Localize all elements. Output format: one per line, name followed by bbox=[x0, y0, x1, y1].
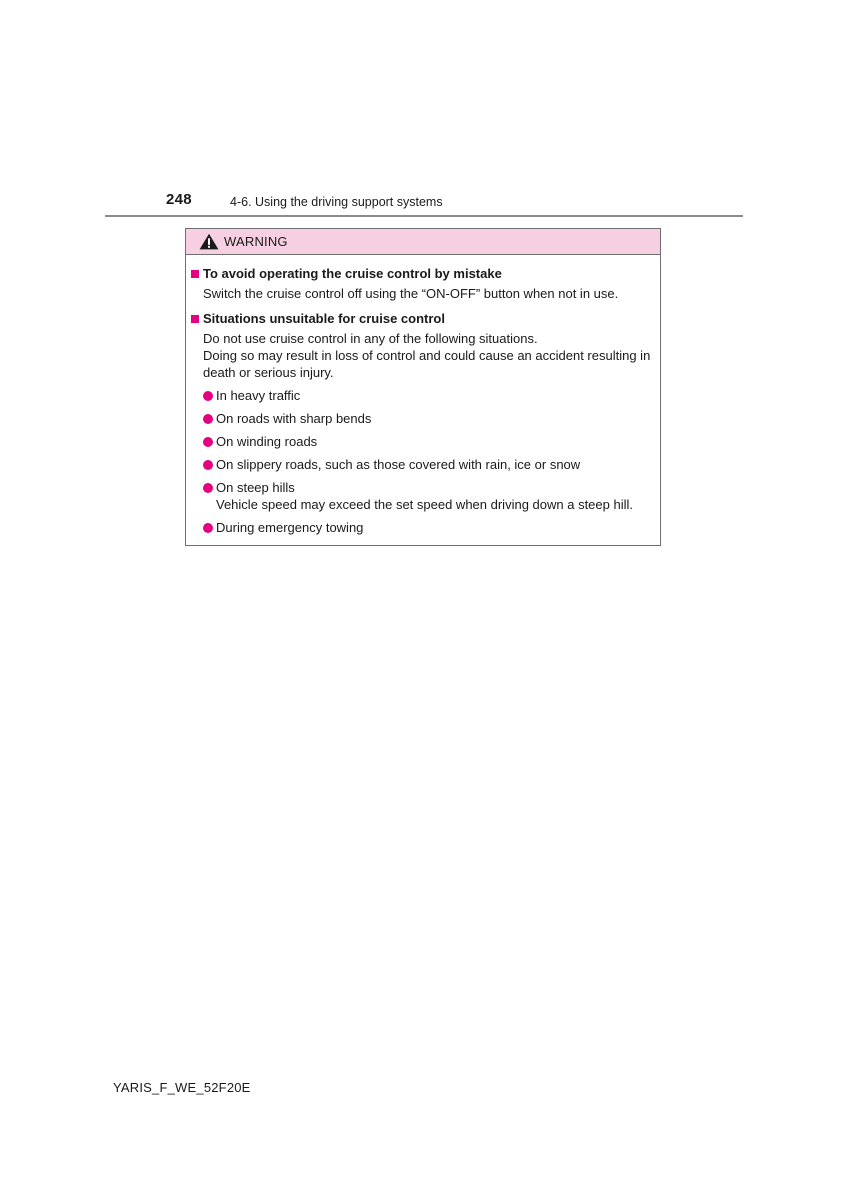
list-item bbox=[203, 519, 660, 536]
topic-text-line: Do not use cruise control in any of the following situations. bbox=[203, 331, 538, 346]
topic-text bbox=[191, 330, 660, 381]
list-item bbox=[203, 456, 660, 473]
round-bullet-icon bbox=[203, 391, 213, 401]
list-item-text: On winding roads bbox=[216, 434, 318, 449]
round-bullet-icon bbox=[203, 523, 213, 533]
header-divider bbox=[105, 215, 743, 217]
list-item-text-block bbox=[216, 479, 633, 513]
page-number: 248 bbox=[166, 191, 192, 208]
list-item-text: In heavy traffic bbox=[216, 388, 301, 403]
list-item-text: During emergency towing bbox=[216, 520, 364, 535]
square-bullet-icon bbox=[191, 315, 199, 323]
list-item-text: On steep hills bbox=[216, 480, 295, 495]
warning-body bbox=[186, 255, 660, 536]
list-item-text: On roads with sharp bends bbox=[216, 411, 372, 426]
section-title: 4-6. Using the driving support systems bbox=[230, 195, 443, 209]
topic-cruise-control-mistake bbox=[191, 265, 660, 302]
round-bullet-icon bbox=[203, 460, 213, 470]
warning-box bbox=[185, 228, 661, 546]
topic-heading bbox=[191, 310, 660, 327]
topic-heading bbox=[191, 265, 660, 282]
situation-list bbox=[191, 387, 660, 536]
round-bullet-icon bbox=[203, 483, 213, 493]
warning-header bbox=[186, 229, 660, 255]
topic-heading-text: Situations unsuitable for cruise control bbox=[203, 311, 445, 326]
topic-text: Switch the cruise control off using the “ON-OFF” button when not in use. bbox=[203, 286, 619, 301]
topic-heading-text: To avoid operating the cruise control by mistake bbox=[203, 266, 502, 281]
warning-label: WARNING bbox=[224, 234, 288, 249]
footer-document-code: YARIS_F_WE_52F20E bbox=[113, 1080, 251, 1095]
topic-text-line: Doing so may result in loss of control and could cause an accident resulting in death or serious injury. bbox=[203, 348, 651, 380]
list-item-note: Vehicle speed may exceed the set speed when driving down a steep hill. bbox=[216, 497, 633, 512]
square-bullet-icon bbox=[191, 270, 199, 278]
round-bullet-icon bbox=[203, 437, 213, 447]
list-item bbox=[203, 433, 660, 450]
list-item bbox=[203, 479, 660, 513]
list-item bbox=[203, 387, 660, 404]
list-item bbox=[203, 410, 660, 427]
topic-unsuitable-situations bbox=[191, 310, 660, 536]
list-item-text: On slippery roads, such as those covered with rain, ice or snow bbox=[216, 457, 581, 472]
warning-triangle-icon bbox=[199, 233, 219, 250]
round-bullet-icon bbox=[203, 414, 213, 424]
